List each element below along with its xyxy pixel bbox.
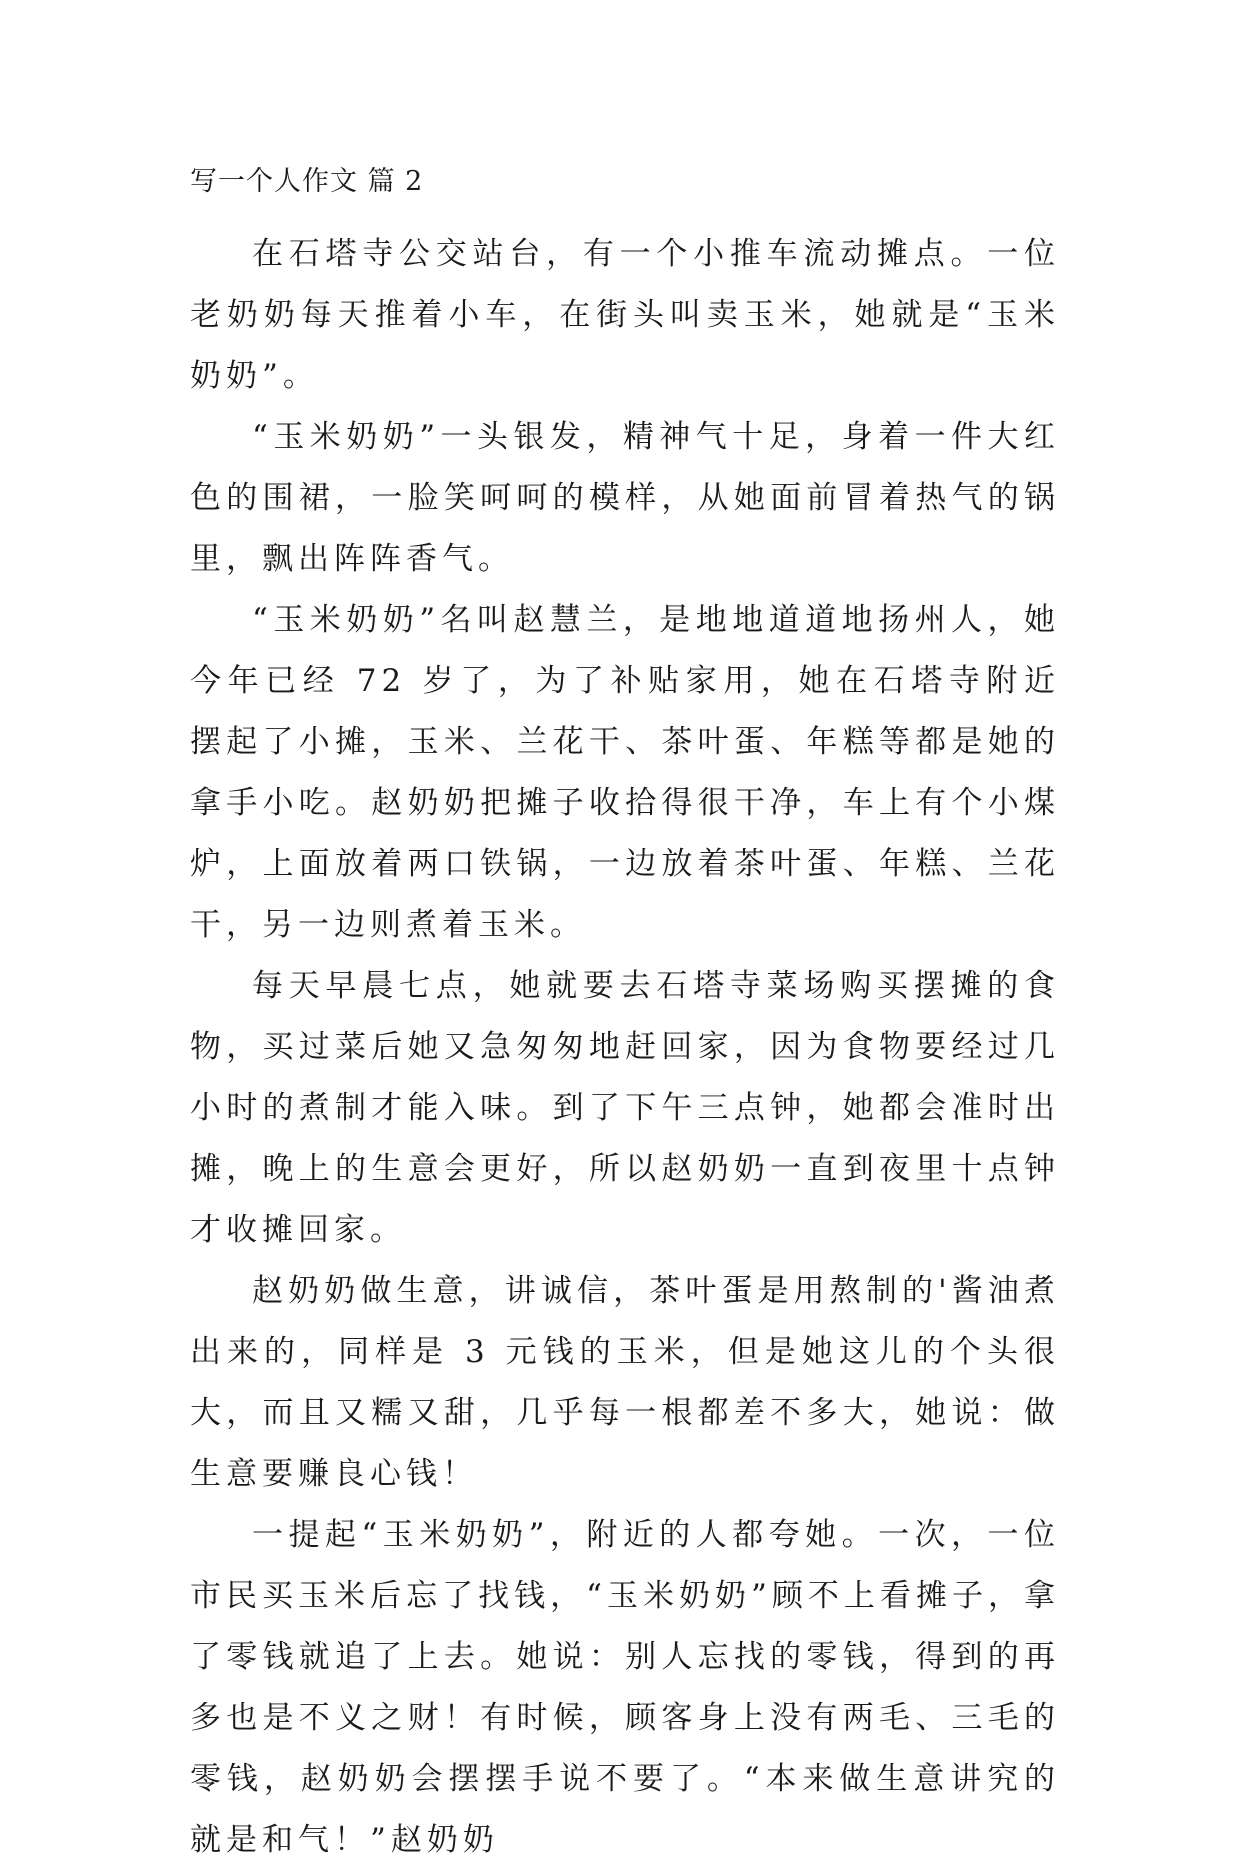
essay-title: 写一个人作文 篇 2 — [190, 166, 424, 197]
paragraph-4: 每天早晨七点，她就要去石塔寺菜场购买摆摊的食物，买过菜后她又急匆匆地赶回家，因为食物要经过几小时的煮制才能入味。到了下午三点钟，她都会准时出摊，晚上的生意会更好，所以赵奶奶一直到夜里十点钟才收摊回家。 — [190, 968, 1060, 1248]
document-body — [190, 162, 1060, 1871]
paragraph-5: 赵奶奶做生意，讲诚信，茶叶蛋是用熬制的'酱油煮出来的，同样是 3 元钱的玉米，但是她这儿的个头很大，而且又糯又甜，几乎每一根都差不多大，她说：做生意要赚良心钱！ — [190, 1273, 1060, 1492]
paragraph-3: “玉米奶奶”名叫赵慧兰，是地地道道地扬州人，她今年已经 72 岁了，为了补贴家用，她在石塔寺附近摆起了小摊，玉米、兰花干、茶叶蛋、年糕等都是她的拿手小吃。赵奶奶把摊子收拾得很干净，车上有个小煤炉，上面放着两口铁锅，一边放着茶叶蛋、年糕、兰花干，另一边则煮着玉米。 — [190, 602, 1060, 943]
paragraph-2: “玉米奶奶”一头银发，精神气十足，身着一件大红色的围裙，一脸笑呵呵的模样，从她面前冒着热气的锅里，飘出阵阵香气。 — [190, 419, 1060, 577]
paragraph-1: 在石塔寺公交站台，有一个小推车流动摊点。一位老奶奶每天推着小车，在街头叫卖玉米，她就是“玉米奶奶”。 — [190, 236, 1060, 394]
paragraph-6: 一提起“玉米奶奶”，附近的人都夸她。一次，一位市民买玉米后忘了找钱，“玉米奶奶”顾不上看摊子，拿了零钱就追了上去。她说：别人忘找的零钱，得到的再多也是不义之财！有时候，顾客身上没有两毛、三毛的零钱，赵奶奶会摆摆手说不要了。“本来做生意讲究的就是和气！”赵奶奶 — [190, 1517, 1060, 1858]
